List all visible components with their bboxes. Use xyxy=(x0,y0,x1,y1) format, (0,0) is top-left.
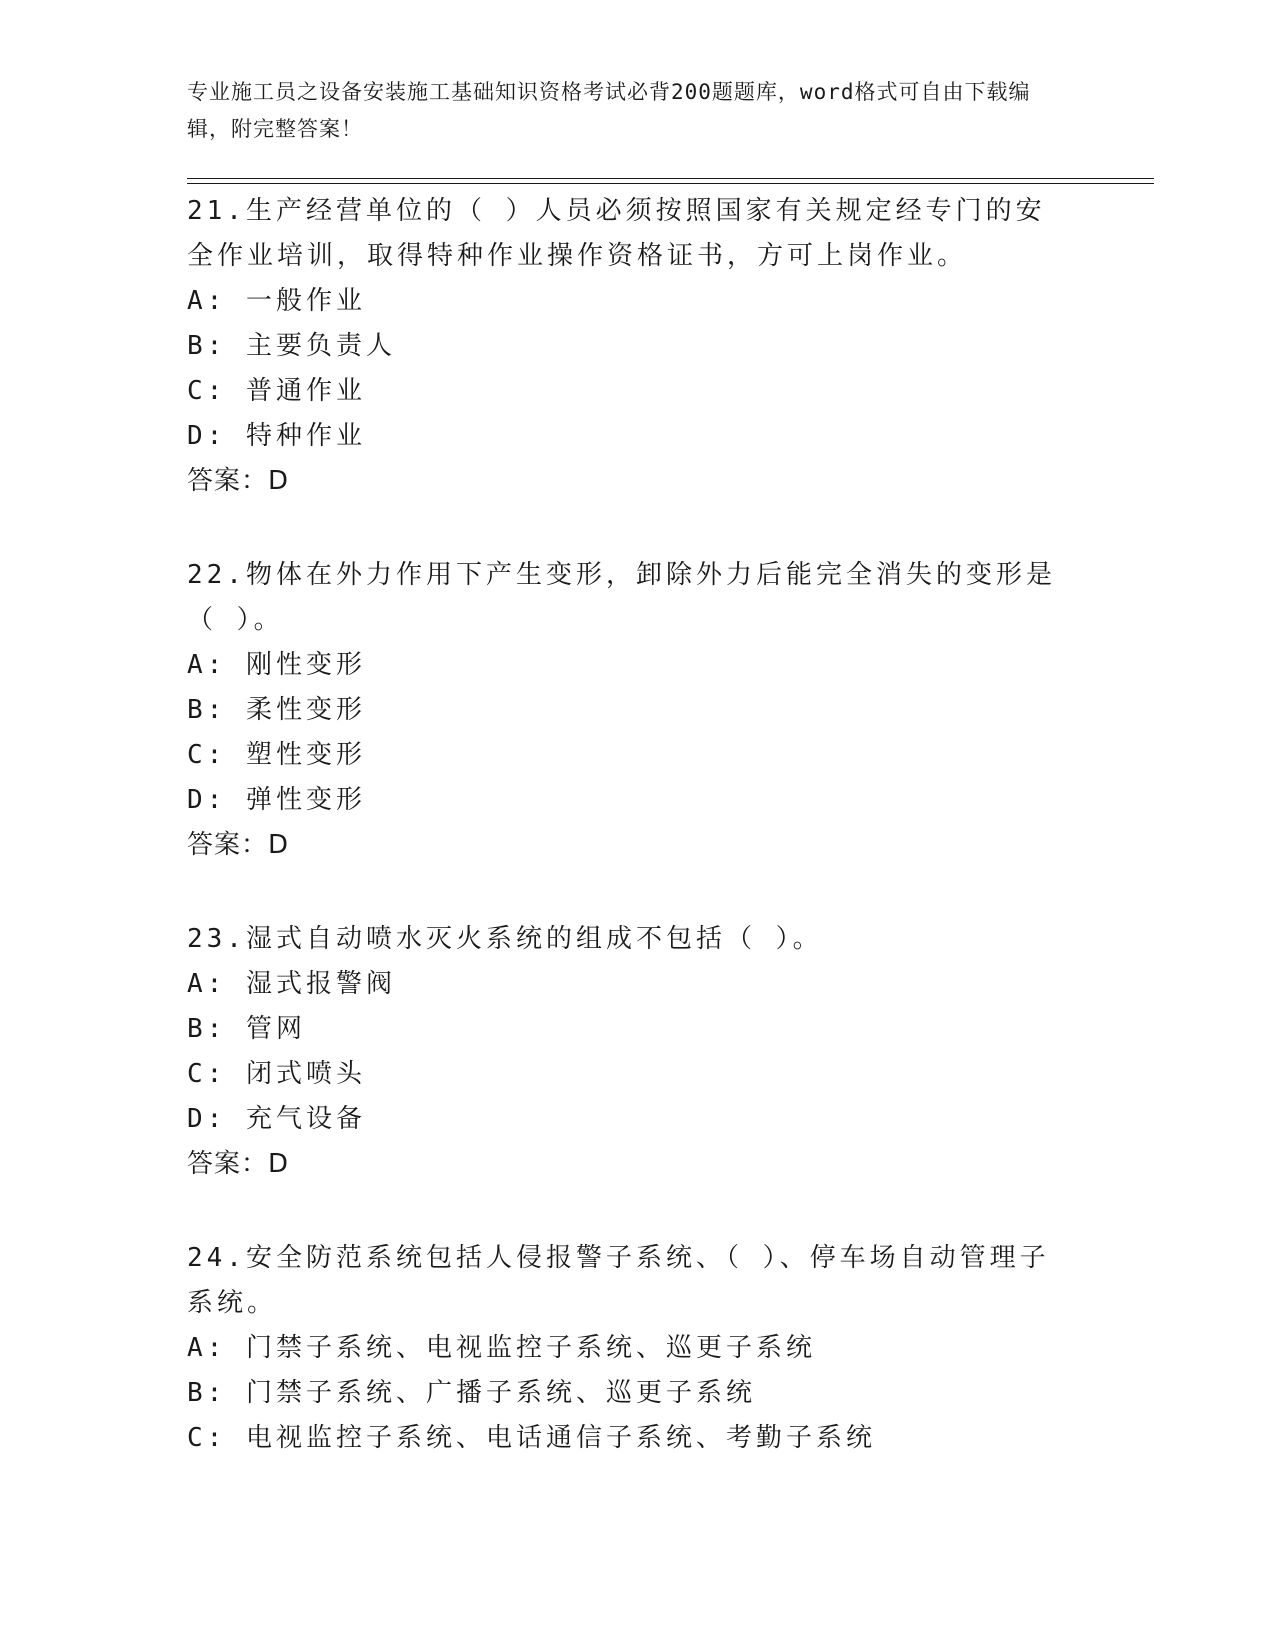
option-c: C: 闭式喷头 xyxy=(187,1059,366,1089)
option-a: A: 门禁子系统、电视监控子系统、巡更子系统 xyxy=(187,1333,816,1363)
header-divider xyxy=(187,178,1154,184)
option-b: B: 主要负责人 xyxy=(187,331,396,361)
answer-text: 答案：D xyxy=(187,466,290,496)
option-a: A: 刚性变形 xyxy=(187,650,366,680)
question-stem: 24.安全防范系统包括人侵报警子系统、（ ）、停车场自动管理子系统。 xyxy=(187,1243,1050,1318)
option-a: A: 一般作业 xyxy=(187,286,366,316)
question-list xyxy=(187,189,1067,1510)
option-b: B: 柔性变形 xyxy=(187,695,366,725)
option-d: D: 弹性变形 xyxy=(187,785,366,815)
question-22 xyxy=(187,553,1067,868)
option-c: C: 塑性变形 xyxy=(187,740,366,770)
option-c: C: 普通作业 xyxy=(187,376,366,406)
option-d: D: 充气设备 xyxy=(187,1104,366,1134)
document-header: 专业施工员之设备安装施工基础知识资格考试必背200题题库，word格式可自由下载编辑，附完整答案！ xyxy=(187,80,1031,141)
question-stem: 21.生产经营单位的（ ）人员必须按照国家有关规定经专门的安全作业培训，取得特种作业操作资格证书，方可上岗作业。 xyxy=(187,196,1046,271)
question-stem: 22.物体在外力作用下产生变形，卸除外力后能完全消失的变形是（ ）。 xyxy=(187,560,1056,635)
question-24 xyxy=(187,1236,1067,1461)
option-c: C: 电视监控子系统、电话通信子系统、考勤子系统 xyxy=(187,1423,876,1453)
option-b: B: 门禁子系统、广播子系统、巡更子系统 xyxy=(187,1378,756,1408)
question-23 xyxy=(187,917,1067,1187)
option-a: A: 湿式报警阀 xyxy=(187,969,396,999)
option-d: D: 特种作业 xyxy=(187,421,366,451)
answer-text: 答案：D xyxy=(187,830,290,860)
option-b: B: 管网 xyxy=(187,1014,306,1044)
answer-text: 答案：D xyxy=(187,1149,290,1179)
question-21 xyxy=(187,189,1067,504)
question-stem: 23.湿式自动喷水灭火系统的组成不包括（ ）。 xyxy=(187,924,823,954)
